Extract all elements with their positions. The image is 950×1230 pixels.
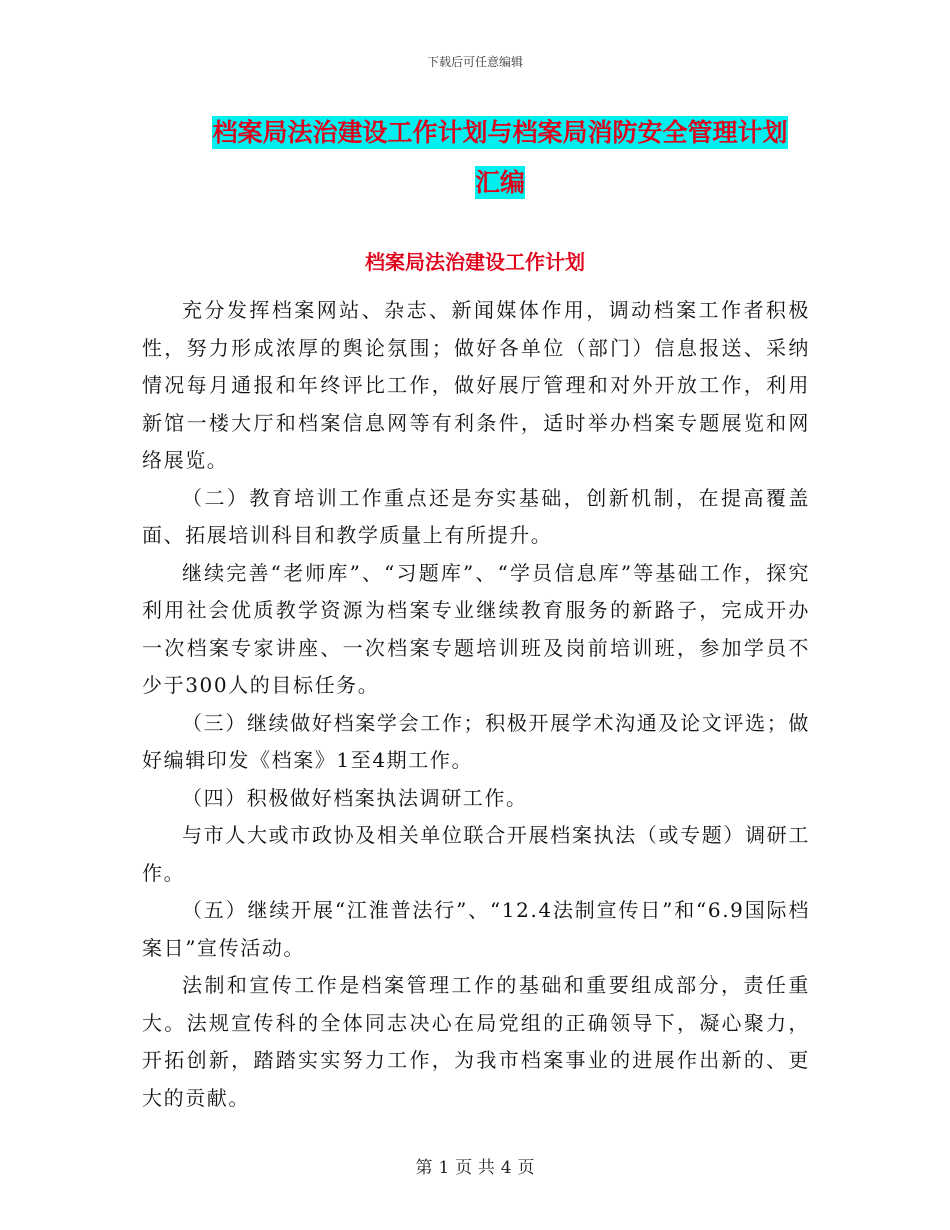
paragraph: （四）积极做好档案执法调研工作。 <box>182 785 528 810</box>
document-title-line-2: 汇编 <box>474 168 525 197</box>
footer-prefix: 第 <box>415 1158 433 1178</box>
paragraph: 与市人大或市政协及相关单位联合开展档案执法（或专题）调研工作。 <box>142 823 810 885</box>
section-title: 档案局法治建设工作计划 <box>365 250 585 274</box>
document-title <box>140 108 860 208</box>
paragraph: （三）继续做好档案学会工作；积极开展学术沟通及论文评选；做好编辑印发《档案》1至4期工作。 <box>142 710 810 772</box>
page-footer <box>0 1153 950 1178</box>
paragraph: 继续完善“老师库”、“习题库”、“学员信息库”等基础工作，探究利用社会优质教学资源为档案专业继续教育服务的新路子，完成开办一次档案专家讲座、一次档案专题培训班及岗前培训班，参加学员不少于300人的目标任务。 <box>142 560 810 697</box>
document-title-line-1: 档案局法治建设工作计划与档案局消防安全管理计划 <box>212 118 788 147</box>
document-body <box>142 292 810 1117</box>
paragraph: 法制和宣传工作是档案管理工作的基础和重要组成部分，责任重大。法规宣传科的全体同志决心在局党组的正确领导下，凝心聚力，开拓创新，踏踏实实努力工作，为我市档案事业的进展作出新的、更大的贡献。 <box>142 973 810 1110</box>
footer-suffix: 页 <box>517 1158 535 1178</box>
header-note: 下载后可任意编辑 <box>426 55 523 69</box>
paragraph: （二）教育培训工作重点还是夯实基础，创新机制，在提高覆盖面、拓展培训科目和教学质量上有所提升。 <box>142 485 810 547</box>
paragraph: （五）继续开展“江淮普法行”、“12.4法制宣传日”和“6.9国际档案日”宣传活动。 <box>142 898 810 960</box>
total-page-count: 4 <box>500 1158 512 1178</box>
paragraph: 充分发挥档案网站、杂志、新闻媒体作用，调动档案工作者积极性，努力形成浓厚的舆论氛围；做好各单位（部门）信息报送、采纳情况每月通报和年终评比工作，做好展厅管理和对外开放工作，利用新馆一楼大厅和档案信息网等有利条件，适时举办档案专题展览和网络展览。 <box>142 298 810 472</box>
footer-middle: 页 共 <box>455 1158 495 1178</box>
current-page-number: 1 <box>438 1158 450 1178</box>
